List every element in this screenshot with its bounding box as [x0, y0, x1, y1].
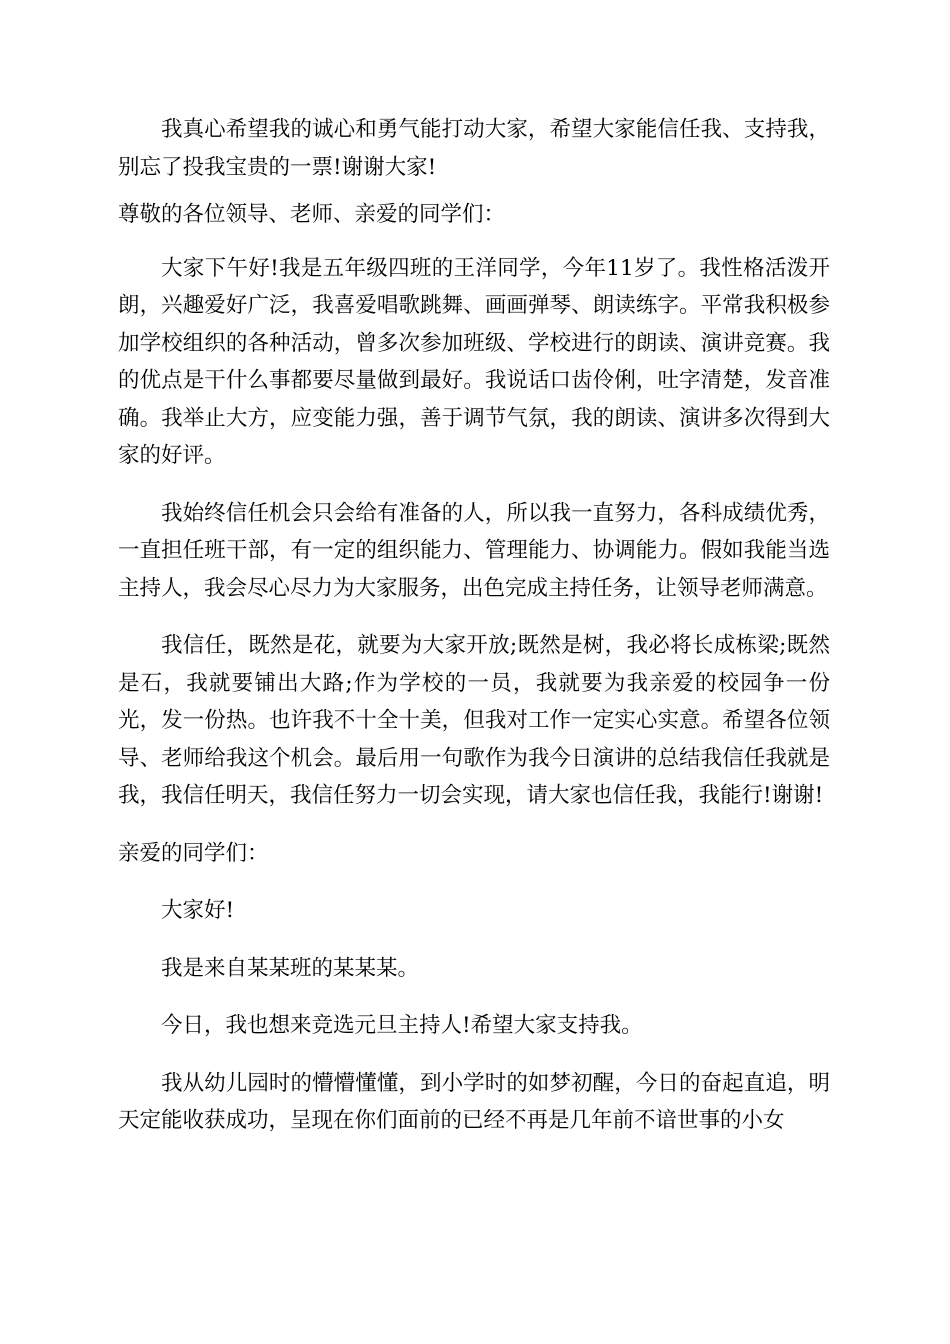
paragraph-abilities: 我始终信任机会只会给有准备的人，所以我一直努力，各科成绩优秀，一直担任班干部，有一定的组织能力、管理能力、协调能力。假如我能当选主持人，我会尽心尽力为大家服务，出色完成主持任务，让领导老师满意。 — [118, 500, 830, 601]
paragraph-identity: 我是来自某某班的某某某。 — [161, 955, 420, 981]
paragraph-growth: 我从幼儿园时的懵懵懂懂，到小学时的如梦初醒，今日的奋起直追，明天定能收获成功，呈现在你们面前的已经不再是几年前不谙世事的小女 — [118, 1070, 830, 1133]
paragraph-candidacy: 今日，我也想来竞选元旦主持人!希望大家支持我。 — [161, 1013, 643, 1038]
paragraph-self-introduction: 大家下午好!我是五年级四班的王洋同学，今年11岁了。我性格活泼开朗，兴趣爱好广泛，我喜爱唱歌跳舞、画画弹琴、朗读练字。平常我积极参加学校组织的各种活动，曾多次参加班级、学校进行的朗读、演讲竞赛。我的优点是干什么事都要尽量做到最好。我说话口齿伶俐，吐字清楚，发音准确。我举止大方，应变能力强，善于调节气氛，我的朗读、演讲多次得到大家的好评。 — [118, 255, 830, 468]
paragraph-salutation-leaders: 尊敬的各位领导、老师、亲爱的同学们： — [118, 202, 506, 227]
paragraph-closing-thanks: 我真心希望我的诚心和勇气能打动大家，希望大家能信任我、支持我，别忘了投我宝贵的一票!谢谢大家! — [118, 117, 830, 180]
paragraph-salutation-classmates: 亲爱的同学们： — [118, 840, 269, 866]
paragraph-greeting: 大家好! — [161, 898, 235, 923]
paragraph-belief: 我信任，既然是花，就要为大家开放;既然是树，我必将长成栋梁;既然是石，我就要铺出大路;作为学校的一员，我就要为我亲爱的校园争一份光，发一份热。也许我不十全十美，但我对工作一定实心实意。希望各位领导、老师给我这个机会。最后用一句歌作为我今日演讲的总结我信任我就是我，我信任明天，我信任努力一切会实现，请大家也信任我，我能行!谢谢! — [118, 633, 830, 808]
